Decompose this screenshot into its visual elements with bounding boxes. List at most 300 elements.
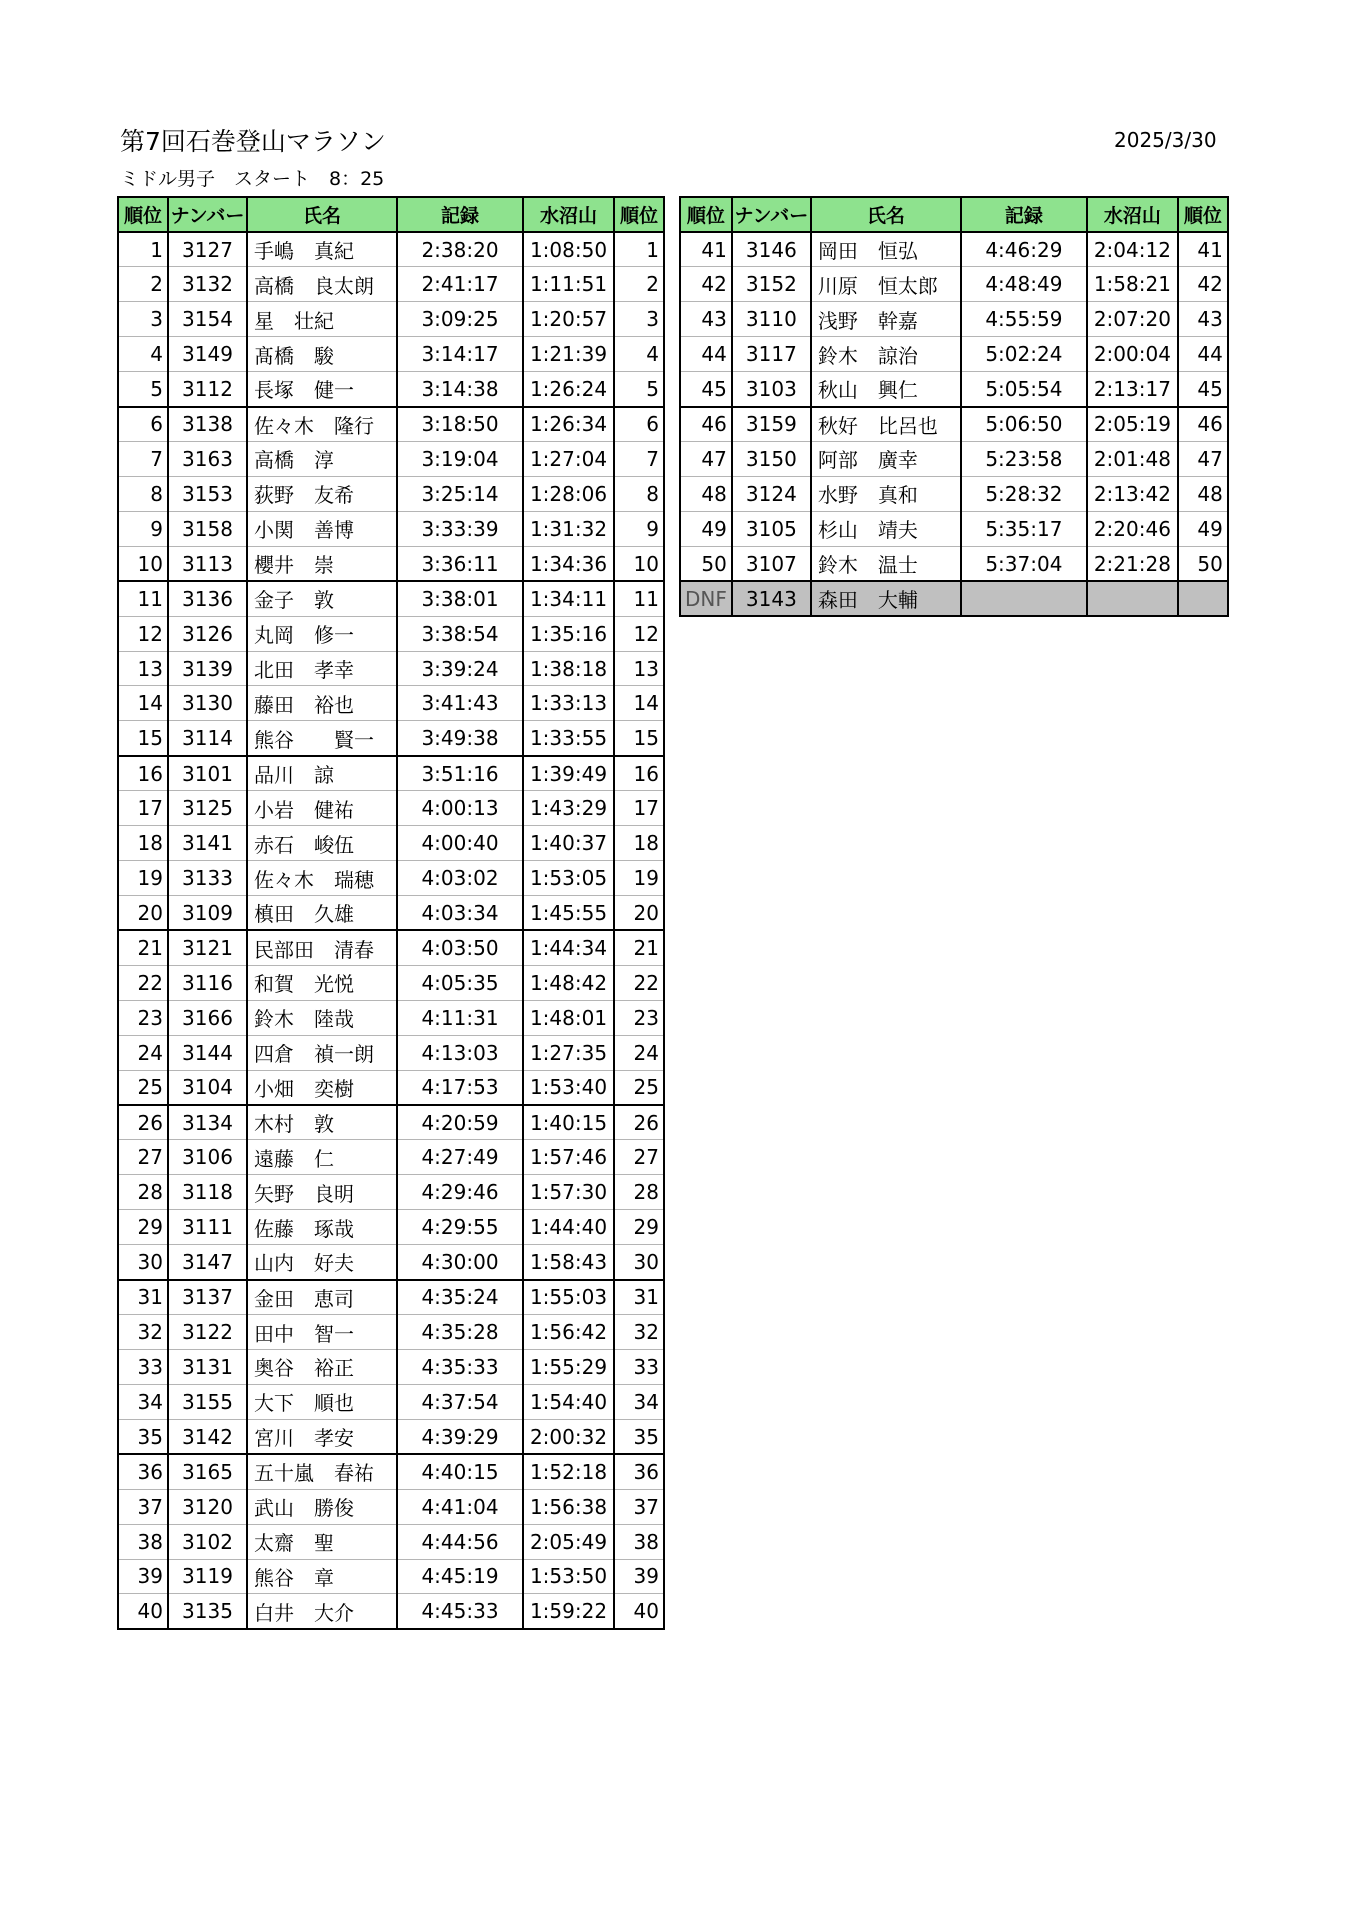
cell-bib: 3147 bbox=[168, 1245, 247, 1280]
table-row bbox=[118, 1384, 664, 1419]
cell-time: 4:35:24 bbox=[397, 1280, 523, 1315]
cell-split-rank: 17 bbox=[614, 791, 664, 826]
cell-rank: 23 bbox=[118, 1000, 168, 1035]
cell-split: 1:53:40 bbox=[523, 1070, 614, 1105]
cell-time: 4:03:02 bbox=[397, 861, 523, 896]
cell-bib: 3133 bbox=[168, 861, 247, 896]
cell-split-rank: 19 bbox=[614, 861, 664, 896]
table-row bbox=[680, 337, 1228, 372]
cell-split-rank: 34 bbox=[614, 1384, 664, 1419]
cell-rank: 35 bbox=[118, 1419, 168, 1454]
cell-split-rank: 28 bbox=[614, 1175, 664, 1210]
cell-split: 1:33:55 bbox=[523, 721, 614, 756]
table-row bbox=[680, 511, 1228, 546]
cell-bib: 3104 bbox=[168, 1070, 247, 1105]
table-row bbox=[118, 337, 664, 372]
cell-rank: 13 bbox=[118, 651, 168, 686]
cell-bib: 3126 bbox=[168, 616, 247, 651]
table-row bbox=[118, 372, 664, 407]
column-header-time: 記録 bbox=[397, 197, 523, 232]
cell-rank: 30 bbox=[118, 1245, 168, 1280]
cell-time: 3:38:01 bbox=[397, 581, 523, 616]
cell-time: 2:41:17 bbox=[397, 267, 523, 302]
table-row bbox=[118, 1419, 664, 1454]
cell-time: 4:29:46 bbox=[397, 1175, 523, 1210]
table-row bbox=[680, 476, 1228, 511]
cell-split-rank: 6 bbox=[614, 407, 664, 442]
cell-rank: 45 bbox=[680, 372, 732, 407]
cell-rank: 46 bbox=[680, 407, 732, 442]
race-date: 2025/3/30 bbox=[1114, 128, 1217, 152]
cell-time: 4:30:00 bbox=[397, 1245, 523, 1280]
table-row bbox=[680, 372, 1228, 407]
cell-rank: 31 bbox=[118, 1280, 168, 1315]
cell-time: 4:00:13 bbox=[397, 791, 523, 826]
cell-split-rank: 33 bbox=[614, 1350, 664, 1385]
cell-split-rank: 32 bbox=[614, 1315, 664, 1350]
table-row bbox=[118, 302, 664, 337]
cell-rank: 41 bbox=[680, 232, 732, 267]
cell-split: 1:28:06 bbox=[523, 476, 614, 511]
cell-bib: 3159 bbox=[732, 407, 811, 442]
cell-time: 2:38:20 bbox=[397, 232, 523, 267]
cell-rank: 8 bbox=[118, 476, 168, 511]
table-row bbox=[680, 442, 1228, 477]
cell-split-rank: 25 bbox=[614, 1070, 664, 1105]
cell-time: 3:18:50 bbox=[397, 407, 523, 442]
cell-name: 山内 好夫 bbox=[247, 1245, 397, 1280]
cell-split-rank: 49 bbox=[1178, 511, 1228, 546]
cell-split-rank: 16 bbox=[614, 756, 664, 791]
cell-split-rank: 15 bbox=[614, 721, 664, 756]
cell-split: 1:44:34 bbox=[523, 930, 614, 965]
cell-time: 4:37:54 bbox=[397, 1384, 523, 1419]
cell-split-rank: 23 bbox=[614, 1000, 664, 1035]
cell-name: 熊谷 賢一 bbox=[247, 721, 397, 756]
cell-bib: 3119 bbox=[168, 1559, 247, 1594]
table-row bbox=[118, 1524, 664, 1559]
cell-split: 2:05:49 bbox=[523, 1524, 614, 1559]
cell-name: 北田 孝幸 bbox=[247, 651, 397, 686]
cell-split: 1:21:39 bbox=[523, 337, 614, 372]
cell-split-rank: 43 bbox=[1178, 302, 1228, 337]
cell-time: 5:02:24 bbox=[961, 337, 1087, 372]
cell-time: 3:38:54 bbox=[397, 616, 523, 651]
cell-split: 1:55:29 bbox=[523, 1350, 614, 1385]
cell-time: 4:05:35 bbox=[397, 965, 523, 1000]
cell-bib: 3106 bbox=[168, 1140, 247, 1175]
cell-bib: 3120 bbox=[168, 1489, 247, 1524]
cell-bib: 3132 bbox=[168, 267, 247, 302]
cell-bib: 3122 bbox=[168, 1315, 247, 1350]
column-header-split-rank: 順位 bbox=[614, 197, 664, 232]
cell-bib: 3130 bbox=[168, 686, 247, 721]
cell-rank: 11 bbox=[118, 581, 168, 616]
cell-name: 鈴木 陸哉 bbox=[247, 1000, 397, 1035]
cell-bib: 3158 bbox=[168, 511, 247, 546]
cell-split: 2:21:28 bbox=[1087, 546, 1178, 581]
table-row bbox=[118, 1035, 664, 1070]
cell-name: 奥谷 裕正 bbox=[247, 1350, 397, 1385]
cell-rank: 2 bbox=[118, 267, 168, 302]
cell-name: 高橋 良太朗 bbox=[247, 267, 397, 302]
cell-split: 1:53:05 bbox=[523, 861, 614, 896]
cell-time: 4:45:33 bbox=[397, 1594, 523, 1629]
cell-bib: 3114 bbox=[168, 721, 247, 756]
cell-name: 大下 順也 bbox=[247, 1384, 397, 1419]
cell-bib: 3150 bbox=[732, 442, 811, 477]
cell-name: 民部田 清春 bbox=[247, 930, 397, 965]
cell-split: 1:33:13 bbox=[523, 686, 614, 721]
cell-bib: 3125 bbox=[168, 791, 247, 826]
cell-bib: 3134 bbox=[168, 1105, 247, 1140]
cell-time: 4:27:49 bbox=[397, 1140, 523, 1175]
cell-bib: 3107 bbox=[732, 546, 811, 581]
cell-time: 5:37:04 bbox=[961, 546, 1087, 581]
cell-name: 小畑 奕樹 bbox=[247, 1070, 397, 1105]
table-row bbox=[118, 1210, 664, 1245]
cell-name: 宮川 孝安 bbox=[247, 1419, 397, 1454]
cell-split: 1:20:57 bbox=[523, 302, 614, 337]
table-row bbox=[680, 267, 1228, 302]
category-subtitle: ミドル男子 スタート 8：25 bbox=[120, 168, 385, 190]
cell-time: 5:06:50 bbox=[961, 407, 1087, 442]
cell-rank: 50 bbox=[680, 546, 732, 581]
cell-rank: 10 bbox=[118, 546, 168, 581]
column-header-split-rank: 順位 bbox=[1178, 197, 1228, 232]
cell-bib: 3142 bbox=[168, 1419, 247, 1454]
cell-name: 矢野 良明 bbox=[247, 1175, 397, 1210]
cell-split-rank: 10 bbox=[614, 546, 664, 581]
cell-rank: 20 bbox=[118, 896, 168, 931]
cell-time: 3:14:38 bbox=[397, 372, 523, 407]
cell-name: 星 壮紀 bbox=[247, 302, 397, 337]
cell-rank: 48 bbox=[680, 476, 732, 511]
cell-split: 2:07:20 bbox=[1087, 302, 1178, 337]
table-row bbox=[118, 1559, 664, 1594]
cell-split-rank: 48 bbox=[1178, 476, 1228, 511]
cell-bib: 3138 bbox=[168, 407, 247, 442]
cell-split: 1:40:37 bbox=[523, 826, 614, 861]
table-row bbox=[118, 407, 664, 442]
cell-bib: 3117 bbox=[732, 337, 811, 372]
cell-split-rank: 8 bbox=[614, 476, 664, 511]
cell-split: 1:39:49 bbox=[523, 756, 614, 791]
cell-split: 1:11:51 bbox=[523, 267, 614, 302]
table-row bbox=[118, 896, 664, 931]
cell-split: 2:13:42 bbox=[1087, 476, 1178, 511]
cell-split: 1:40:15 bbox=[523, 1105, 614, 1140]
cell-split-rank: 44 bbox=[1178, 337, 1228, 372]
cell-time: 3:51:16 bbox=[397, 756, 523, 791]
cell-name: 杉山 靖夫 bbox=[811, 511, 961, 546]
cell-split: 1:44:40 bbox=[523, 1210, 614, 1245]
cell-time: 5:23:58 bbox=[961, 442, 1087, 477]
cell-split bbox=[1087, 581, 1178, 616]
cell-bib: 3131 bbox=[168, 1350, 247, 1385]
cell-name: 岡田 恒弘 bbox=[811, 232, 961, 267]
cell-split-rank: 41 bbox=[1178, 232, 1228, 267]
cell-name: 櫻井 崇 bbox=[247, 546, 397, 581]
cell-split: 1:53:50 bbox=[523, 1559, 614, 1594]
cell-rank: 6 bbox=[118, 407, 168, 442]
cell-split-rank: 24 bbox=[614, 1035, 664, 1070]
cell-time: 4:29:55 bbox=[397, 1210, 523, 1245]
cell-time: 4:44:56 bbox=[397, 1524, 523, 1559]
column-header-split: 水沼山 bbox=[1087, 197, 1178, 232]
cell-split-rank: 29 bbox=[614, 1210, 664, 1245]
cell-split: 1:38:18 bbox=[523, 651, 614, 686]
cell-time: 4:40:15 bbox=[397, 1454, 523, 1489]
cell-name: 太齋 聖 bbox=[247, 1524, 397, 1559]
cell-bib: 3105 bbox=[732, 511, 811, 546]
cell-split: 2:13:17 bbox=[1087, 372, 1178, 407]
cell-split-rank: 36 bbox=[614, 1454, 664, 1489]
cell-time: 3:25:14 bbox=[397, 476, 523, 511]
cell-split-rank: 21 bbox=[614, 930, 664, 965]
cell-time: 4:20:59 bbox=[397, 1105, 523, 1140]
cell-split-rank: 1 bbox=[614, 232, 664, 267]
cell-split-rank: 30 bbox=[614, 1245, 664, 1280]
cell-split: 1:08:50 bbox=[523, 232, 614, 267]
cell-time: 4:45:19 bbox=[397, 1559, 523, 1594]
cell-split-rank: 14 bbox=[614, 686, 664, 721]
cell-name: 五十嵐 春祐 bbox=[247, 1454, 397, 1489]
cell-bib: 3139 bbox=[168, 651, 247, 686]
table-row bbox=[118, 965, 664, 1000]
cell-name: 水野 真和 bbox=[811, 476, 961, 511]
cell-split: 1:26:34 bbox=[523, 407, 614, 442]
cell-rank: 21 bbox=[118, 930, 168, 965]
table-row bbox=[118, 267, 664, 302]
cell-bib: 3124 bbox=[732, 476, 811, 511]
table-row bbox=[118, 861, 664, 896]
cell-split-rank: 50 bbox=[1178, 546, 1228, 581]
cell-name: 佐々木 瑞穂 bbox=[247, 861, 397, 896]
cell-rank: 4 bbox=[118, 337, 168, 372]
cell-name: 手嶋 真紀 bbox=[247, 232, 397, 267]
cell-rank: 44 bbox=[680, 337, 732, 372]
cell-bib: 3135 bbox=[168, 1594, 247, 1629]
cell-rank: 34 bbox=[118, 1384, 168, 1419]
cell-time: 3:33:39 bbox=[397, 511, 523, 546]
cell-split-rank: 13 bbox=[614, 651, 664, 686]
cell-bib: 3137 bbox=[168, 1280, 247, 1315]
cell-bib: 3154 bbox=[168, 302, 247, 337]
cell-name: 浅野 幹嘉 bbox=[811, 302, 961, 337]
cell-bib: 3118 bbox=[168, 1175, 247, 1210]
cell-split: 1:34:11 bbox=[523, 581, 614, 616]
cell-rank: 32 bbox=[118, 1315, 168, 1350]
cell-name: 熊谷 章 bbox=[247, 1559, 397, 1594]
cell-name: 小関 善博 bbox=[247, 511, 397, 546]
cell-name: 田中 智一 bbox=[247, 1315, 397, 1350]
cell-split-rank: 2 bbox=[614, 267, 664, 302]
table-row bbox=[118, 1140, 664, 1175]
cell-name: 藤田 裕也 bbox=[247, 686, 397, 721]
cell-name: 槙田 久雄 bbox=[247, 896, 397, 931]
cell-rank: 39 bbox=[118, 1559, 168, 1594]
table-row bbox=[118, 511, 664, 546]
cell-time: 5:05:54 bbox=[961, 372, 1087, 407]
cell-split-rank: 40 bbox=[614, 1594, 664, 1629]
cell-bib: 3112 bbox=[168, 372, 247, 407]
cell-name: 高橋 淳 bbox=[247, 442, 397, 477]
cell-bib: 3101 bbox=[168, 756, 247, 791]
cell-bib: 3110 bbox=[732, 302, 811, 337]
cell-rank: DNF bbox=[680, 581, 732, 616]
cell-time: 3:41:43 bbox=[397, 686, 523, 721]
cell-split-rank: 26 bbox=[614, 1105, 664, 1140]
cell-split: 1:56:42 bbox=[523, 1315, 614, 1350]
cell-split-rank: 4 bbox=[614, 337, 664, 372]
cell-bib: 3111 bbox=[168, 1210, 247, 1245]
table-row bbox=[118, 442, 664, 477]
cell-split: 2:01:48 bbox=[1087, 442, 1178, 477]
cell-split-rank: 27 bbox=[614, 1140, 664, 1175]
cell-rank: 37 bbox=[118, 1489, 168, 1524]
cell-split: 2:00:04 bbox=[1087, 337, 1178, 372]
table-row bbox=[680, 546, 1228, 581]
cell-rank: 19 bbox=[118, 861, 168, 896]
cell-bib: 3165 bbox=[168, 1454, 247, 1489]
table-row bbox=[680, 581, 1228, 616]
results-table-right bbox=[679, 196, 1229, 617]
cell-time bbox=[961, 581, 1087, 616]
cell-time: 3:39:24 bbox=[397, 651, 523, 686]
cell-name: 金田 恵司 bbox=[247, 1280, 397, 1315]
cell-split-rank: 45 bbox=[1178, 372, 1228, 407]
table-row bbox=[680, 407, 1228, 442]
cell-split: 1:48:01 bbox=[523, 1000, 614, 1035]
cell-split: 1:57:30 bbox=[523, 1175, 614, 1210]
column-header-name: 氏名 bbox=[247, 197, 397, 232]
table-row bbox=[118, 1315, 664, 1350]
cell-rank: 3 bbox=[118, 302, 168, 337]
cell-rank: 24 bbox=[118, 1035, 168, 1070]
cell-name: 小岩 健祐 bbox=[247, 791, 397, 826]
cell-rank: 22 bbox=[118, 965, 168, 1000]
table-row bbox=[118, 1175, 664, 1210]
cell-split-rank: 42 bbox=[1178, 267, 1228, 302]
cell-bib: 3103 bbox=[732, 372, 811, 407]
cell-name: 武山 勝俊 bbox=[247, 1489, 397, 1524]
cell-rank: 47 bbox=[680, 442, 732, 477]
cell-time: 4:03:50 bbox=[397, 930, 523, 965]
cell-split: 1:35:16 bbox=[523, 616, 614, 651]
column-header-time: 記録 bbox=[961, 197, 1087, 232]
cell-name: 秋好 比呂也 bbox=[811, 407, 961, 442]
cell-time: 3:36:11 bbox=[397, 546, 523, 581]
cell-split-rank: 7 bbox=[614, 442, 664, 477]
cell-bib: 3166 bbox=[168, 1000, 247, 1035]
column-header-rank: 順位 bbox=[680, 197, 732, 232]
cell-rank: 9 bbox=[118, 511, 168, 546]
cell-split: 1:34:36 bbox=[523, 546, 614, 581]
cell-bib: 3146 bbox=[732, 232, 811, 267]
cell-split: 1:48:42 bbox=[523, 965, 614, 1000]
cell-split-rank: 47 bbox=[1178, 442, 1228, 477]
cell-rank: 18 bbox=[118, 826, 168, 861]
table-row bbox=[118, 791, 664, 826]
cell-bib: 3149 bbox=[168, 337, 247, 372]
cell-split-rank: 9 bbox=[614, 511, 664, 546]
table-row bbox=[118, 826, 664, 861]
cell-rank: 27 bbox=[118, 1140, 168, 1175]
cell-split: 1:43:29 bbox=[523, 791, 614, 826]
table-header-row bbox=[680, 197, 1228, 232]
cell-bib: 3152 bbox=[732, 267, 811, 302]
cell-split-rank: 22 bbox=[614, 965, 664, 1000]
cell-bib: 3143 bbox=[732, 581, 811, 616]
table-row bbox=[118, 1070, 664, 1105]
cell-split-rank: 31 bbox=[614, 1280, 664, 1315]
cell-rank: 29 bbox=[118, 1210, 168, 1245]
cell-name: 白井 大介 bbox=[247, 1594, 397, 1629]
cell-bib: 3144 bbox=[168, 1035, 247, 1070]
cell-split-rank: 35 bbox=[614, 1419, 664, 1454]
cell-time: 4:03:34 bbox=[397, 896, 523, 931]
table-row bbox=[118, 1245, 664, 1280]
cell-rank: 17 bbox=[118, 791, 168, 826]
table-row bbox=[118, 1454, 664, 1489]
cell-split-rank: 5 bbox=[614, 372, 664, 407]
column-header-bib: ナンバー bbox=[168, 197, 247, 232]
cell-rank: 43 bbox=[680, 302, 732, 337]
cell-rank: 16 bbox=[118, 756, 168, 791]
cell-split: 1:27:04 bbox=[523, 442, 614, 477]
cell-rank: 25 bbox=[118, 1070, 168, 1105]
cell-rank: 36 bbox=[118, 1454, 168, 1489]
table-row bbox=[118, 1280, 664, 1315]
table-row bbox=[118, 1594, 664, 1629]
cell-rank: 40 bbox=[118, 1594, 168, 1629]
table-row bbox=[118, 1350, 664, 1385]
cell-time: 3:09:25 bbox=[397, 302, 523, 337]
cell-rank: 5 bbox=[118, 372, 168, 407]
cell-bib: 3116 bbox=[168, 965, 247, 1000]
cell-split: 1:58:43 bbox=[523, 1245, 614, 1280]
cell-rank: 28 bbox=[118, 1175, 168, 1210]
cell-name: 荻野 友希 bbox=[247, 476, 397, 511]
column-header-rank: 順位 bbox=[118, 197, 168, 232]
cell-time: 4:55:59 bbox=[961, 302, 1087, 337]
cell-bib: 3141 bbox=[168, 826, 247, 861]
cell-split: 1:54:40 bbox=[523, 1384, 614, 1419]
cell-time: 4:17:53 bbox=[397, 1070, 523, 1105]
table-row bbox=[118, 476, 664, 511]
cell-bib: 3136 bbox=[168, 581, 247, 616]
cell-bib: 3102 bbox=[168, 1524, 247, 1559]
cell-time: 5:35:17 bbox=[961, 511, 1087, 546]
cell-rank: 15 bbox=[118, 721, 168, 756]
cell-split-rank: 12 bbox=[614, 616, 664, 651]
cell-bib: 3109 bbox=[168, 896, 247, 931]
table-row bbox=[118, 546, 664, 581]
cell-bib: 3153 bbox=[168, 476, 247, 511]
cell-split: 1:45:55 bbox=[523, 896, 614, 931]
cell-bib: 3127 bbox=[168, 232, 247, 267]
cell-split-rank: 18 bbox=[614, 826, 664, 861]
cell-time: 4:35:33 bbox=[397, 1350, 523, 1385]
cell-split-rank: 37 bbox=[614, 1489, 664, 1524]
column-header-name: 氏名 bbox=[811, 197, 961, 232]
cell-rank: 38 bbox=[118, 1524, 168, 1559]
cell-split: 1:59:22 bbox=[523, 1594, 614, 1629]
table-row bbox=[118, 651, 664, 686]
cell-name: 品川 諒 bbox=[247, 756, 397, 791]
table-row bbox=[118, 930, 664, 965]
